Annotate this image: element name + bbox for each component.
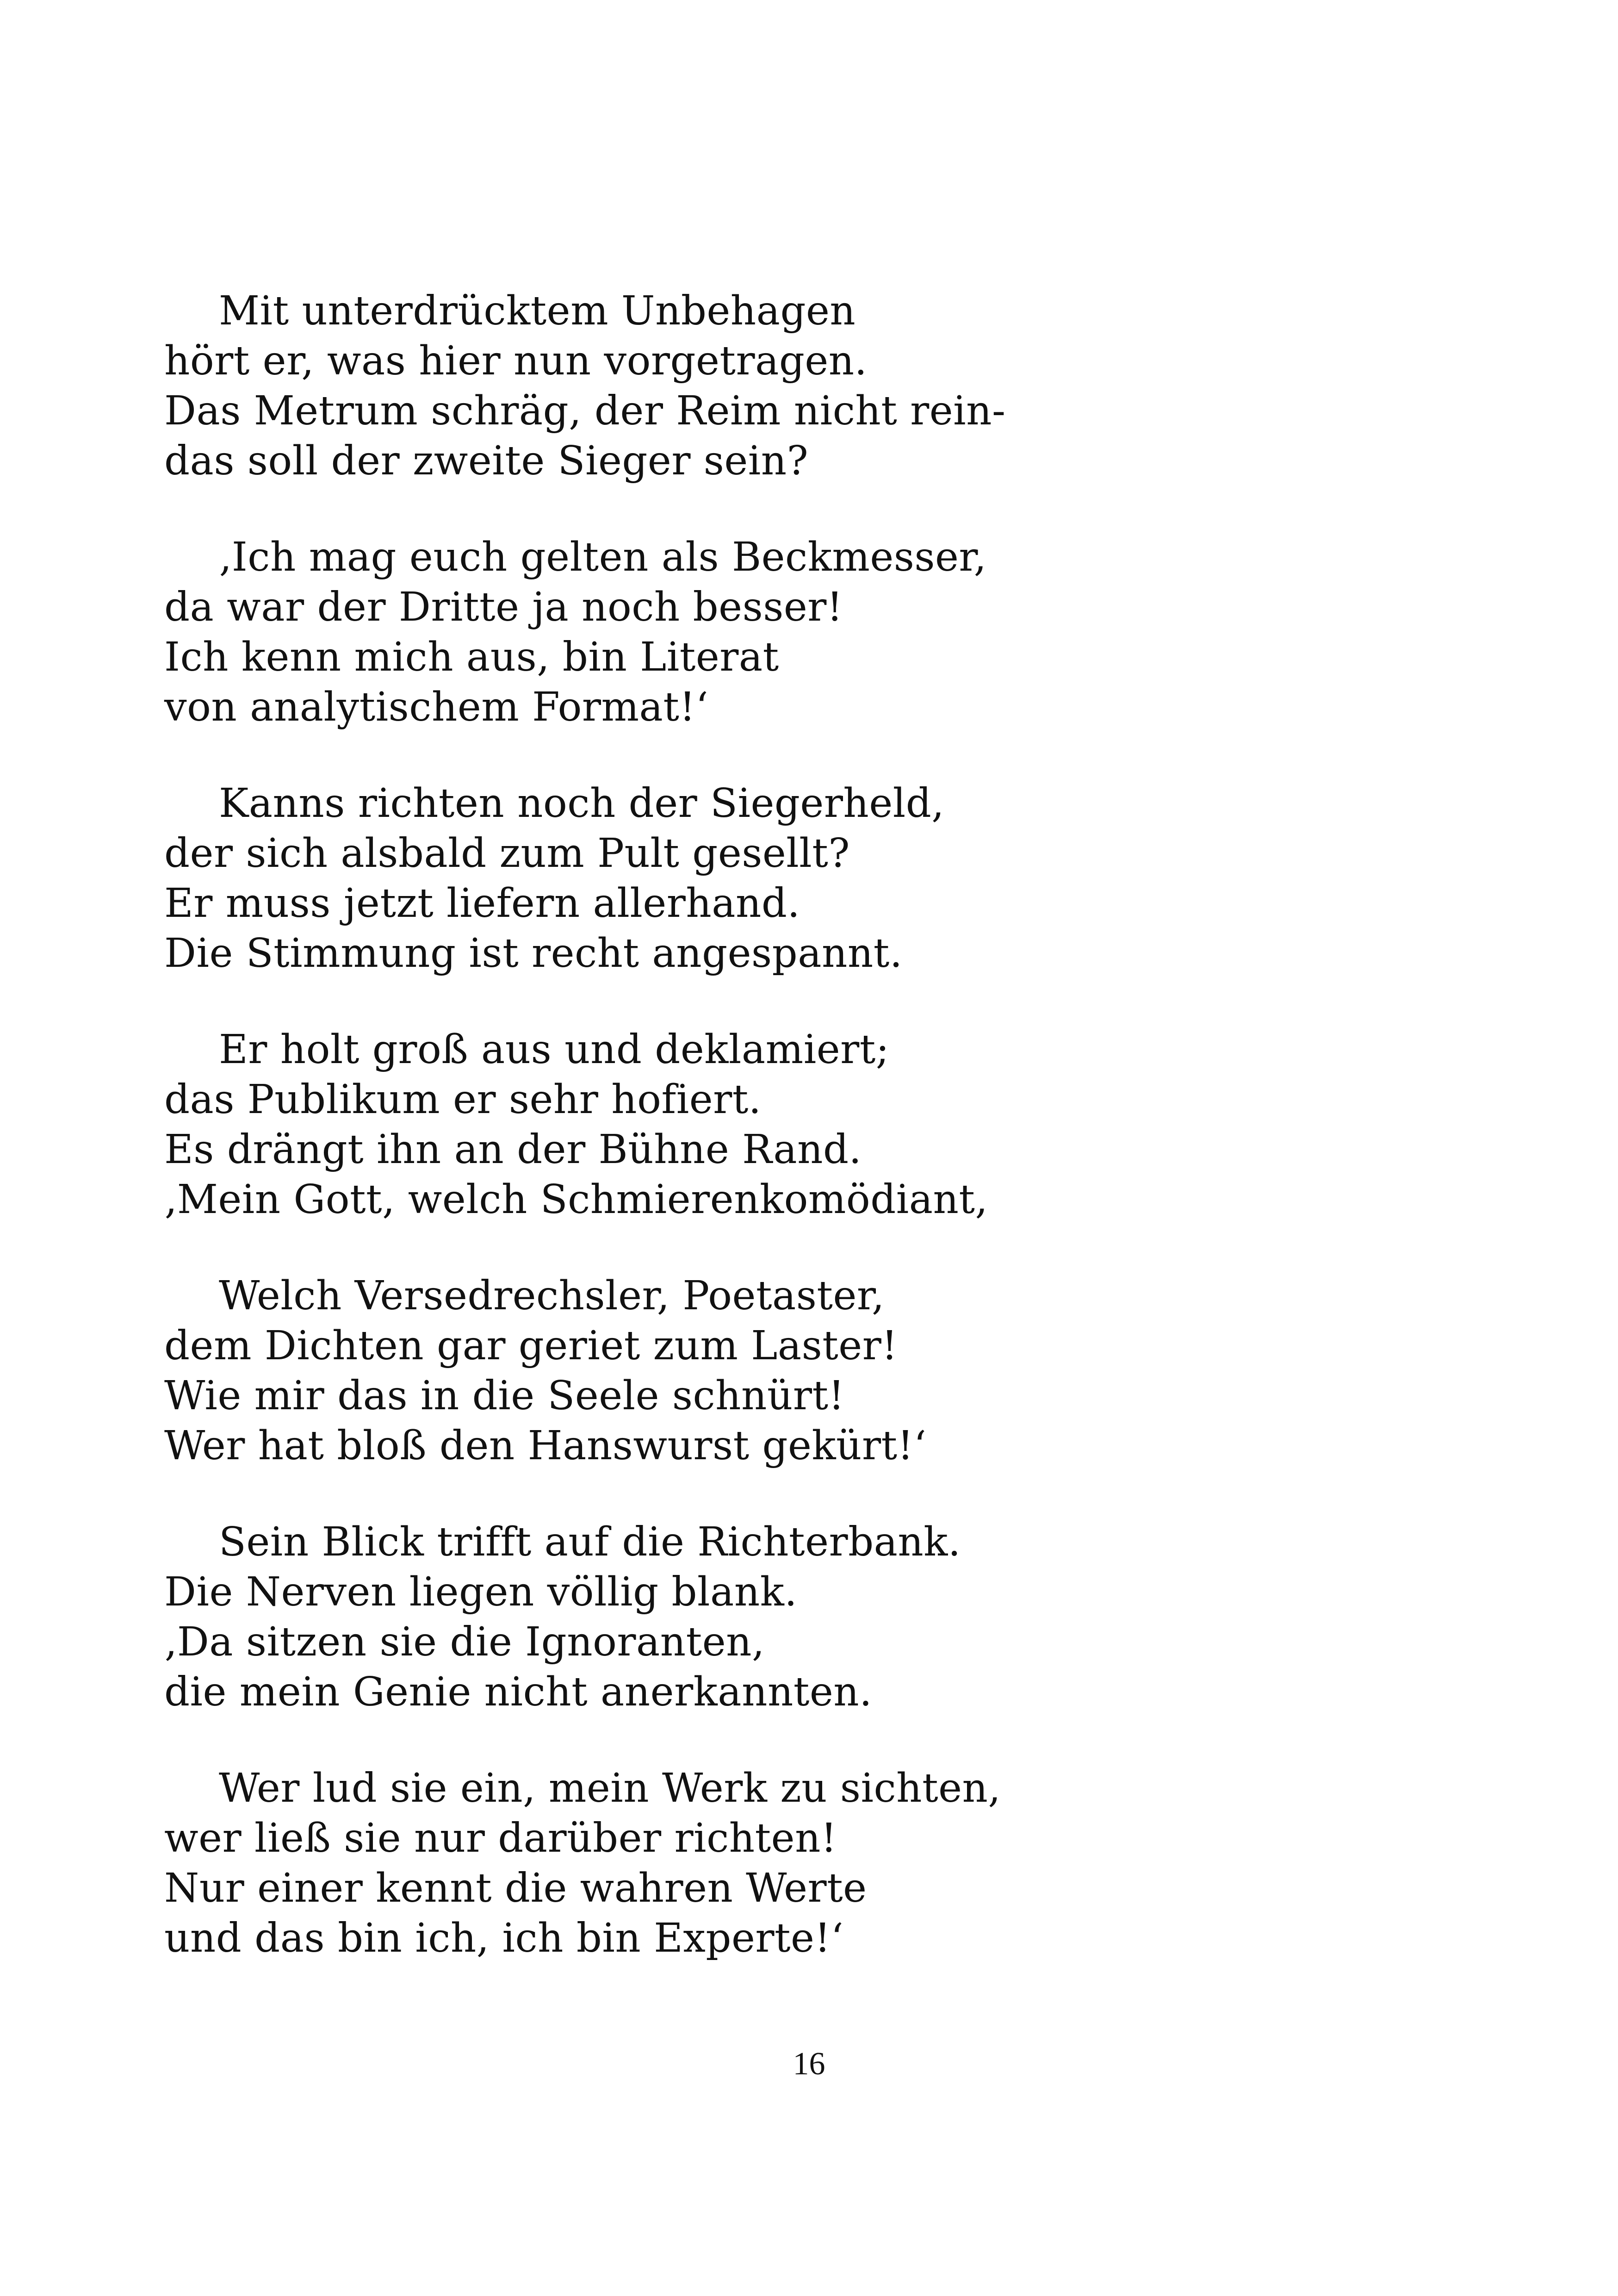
stanza-1 — [164, 286, 1506, 486]
poem-line: der sich alsbald zum Pult gesellt? — [164, 830, 850, 877]
poem-line: Welch Versedrechsler, Poetaster, — [219, 1273, 885, 1319]
poem-line: Mit unterdrücktem Unbehagen — [219, 288, 856, 334]
poem-line: Es drängt ihn an der Bühne Rand. — [164, 1126, 862, 1173]
poem-line: Das Metrum schräg, der Reim nicht rein- — [164, 388, 1006, 434]
stanza-6 — [164, 1517, 1506, 1717]
poem-line: Nur einer kennt die wahren Werte — [164, 1865, 867, 1911]
stanza-7 — [164, 1763, 1506, 1963]
poem-line: Kanns richten noch der Siegerheld, — [219, 780, 945, 827]
poem-line: Wer lud sie ein, mein Werk zu sichten, — [219, 1765, 1001, 1811]
page-number: 16 — [793, 2046, 825, 2082]
poem-line: wer ließ sie nur darüber richten! — [164, 1815, 837, 1861]
stanza-3 — [164, 778, 1506, 978]
poem-line: Ich kenn mich aus, bin Literat — [164, 634, 779, 680]
poem-body — [164, 286, 1506, 1963]
poem-line: Sein Blick trifft auf die Richterbank. — [219, 1519, 961, 1565]
poem-line: Die Stimmung ist recht angespannt. — [164, 930, 903, 977]
poem-line: Er muss jetzt liefern allerhand. — [164, 880, 800, 927]
poem-line: das soll der zweite Sieger sein? — [164, 438, 809, 484]
poem-line: Wer hat bloß den Hanswurst gekürt!‘ — [164, 1423, 927, 1469]
poem-line: Er holt groß aus und deklamiert; — [219, 1027, 890, 1073]
poem-line: Die Nerven liegen völlig blank. — [164, 1569, 798, 1615]
poem-line: dem Dichten gar geriet zum Laster! — [164, 1323, 898, 1369]
stanza-4 — [164, 1025, 1506, 1225]
poem-line: ‚Da sitzen sie die Ignoranten, — [164, 1619, 765, 1665]
poem-line: da war der Dritte ja noch besser! — [164, 584, 843, 630]
poem-line: und das bin ich, ich bin Experte!‘ — [164, 1915, 844, 1961]
stanza-2 — [164, 532, 1506, 732]
poem-line: Wie mir das in die Seele schnürt! — [164, 1373, 845, 1419]
poem-line: ‚Ich mag euch gelten als Beckmesser, — [219, 534, 987, 580]
poem-line: hört er, was hier nun vorgetragen. — [164, 338, 868, 384]
poem-line: ‚Mein Gott, welch Schmierenkomödiant, — [164, 1176, 988, 1223]
poem-line: das Publikum er sehr hofiert. — [164, 1076, 762, 1123]
stanza-5 — [164, 1271, 1506, 1471]
poem-line: die mein Genie nicht anerkannten. — [164, 1669, 873, 1715]
poem-line: von analytischem Format!‘ — [164, 684, 709, 730]
